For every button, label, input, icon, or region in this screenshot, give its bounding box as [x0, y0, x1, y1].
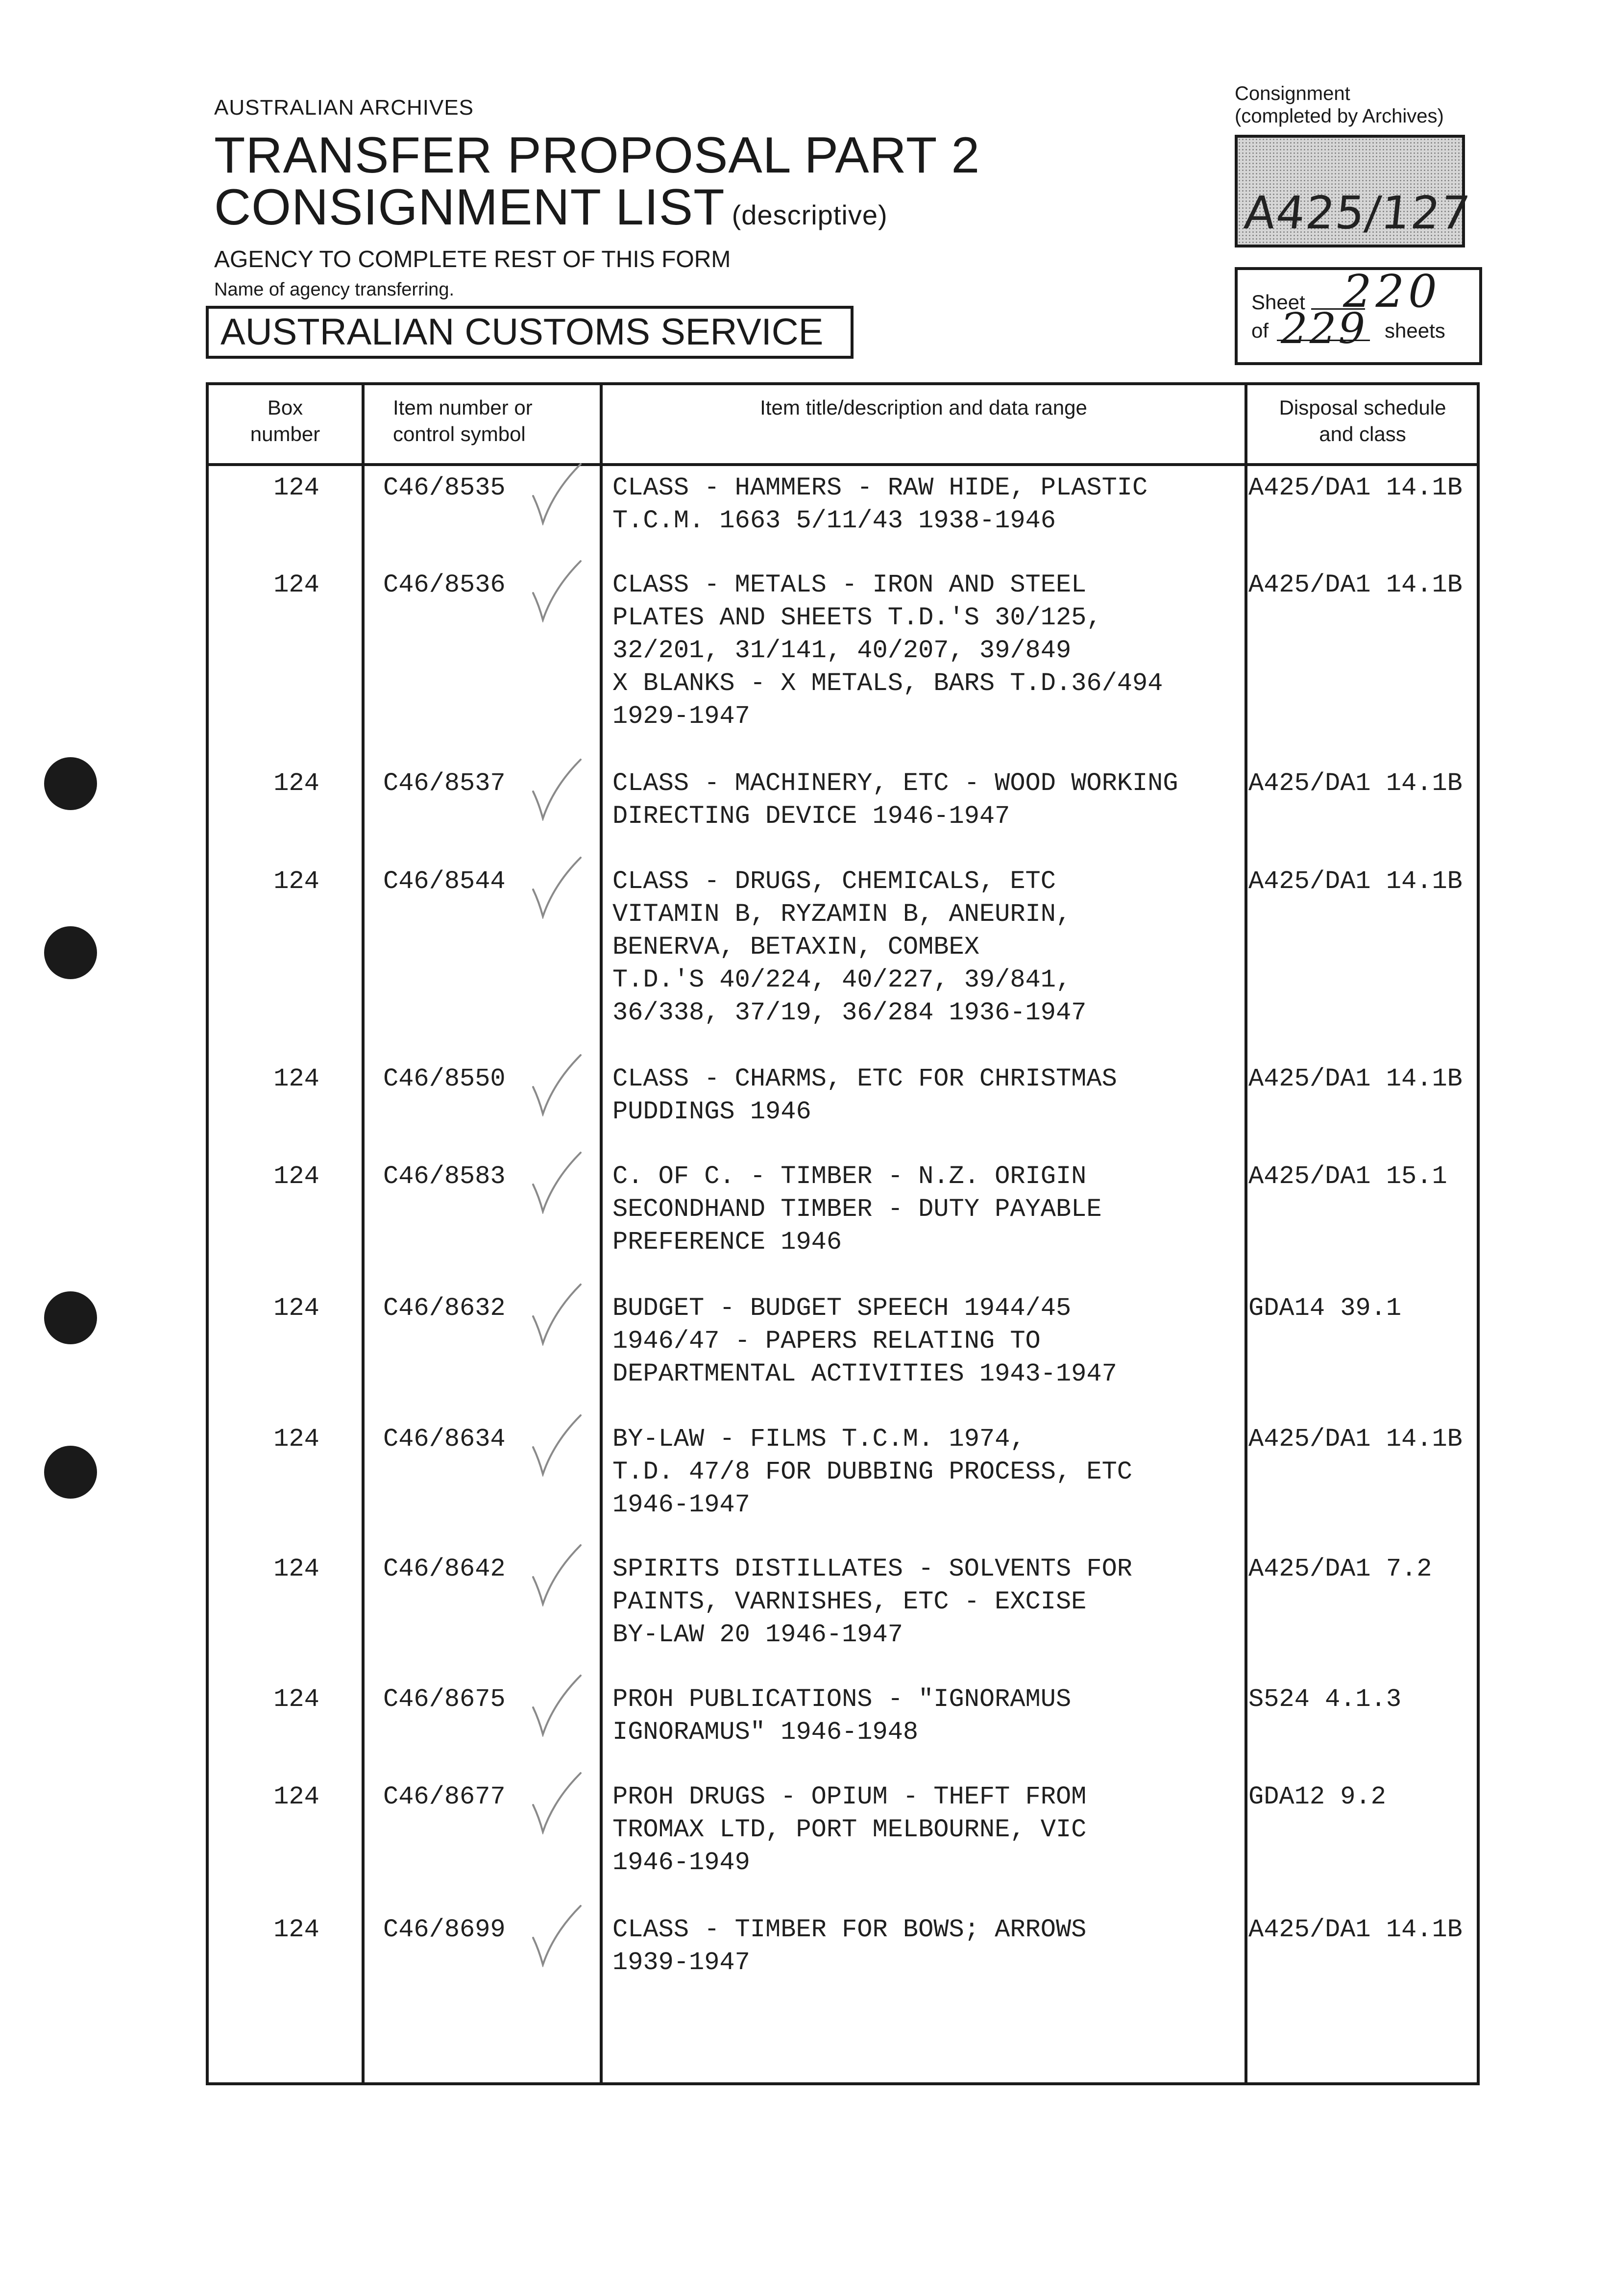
box-number-cell: 124	[273, 570, 319, 599]
checkmark-icon	[529, 1282, 583, 1346]
column-divider-box	[362, 382, 365, 2085]
description-cell: C. OF C. - TIMBER - N.Z. ORIGIN SECONDHAND TIMBER - DUTY PAYABLE PREFERENCE 1946	[612, 1162, 1102, 1257]
disposal-class-cell: GDA14 39.1	[1248, 1294, 1402, 1323]
description-cell: CLASS - DRUGS, CHEMICALS, ETC VITAMIN B, RYZAMIN B, ANEURIN, BENERVA, BETAXIN, COMBEX T.D.'S 40/224, 40/227, 39/841, 36/338, 37/19, 36/284 1936-1947	[612, 867, 1087, 1027]
sheet-counter-box	[1235, 267, 1482, 365]
box-number-cell: 124	[273, 1425, 319, 1454]
item-number-cell: C46/8536	[383, 570, 506, 599]
disposal-class-cell: A425/DA1 14.1B	[1248, 1915, 1463, 1944]
checkmark-icon	[529, 1150, 583, 1214]
checkmark-icon	[529, 462, 583, 525]
item-number-cell: C46/8634	[383, 1425, 506, 1454]
box-number-cell: 124	[273, 1555, 319, 1583]
checkmark-icon	[529, 1673, 583, 1737]
sheets-label: sheets	[1385, 319, 1445, 342]
disposal-class-cell: A425/DA1 14.1B	[1248, 473, 1463, 502]
column-header-disposal-line2: and class	[1319, 422, 1406, 445]
description-cell: CLASS - METALS - IRON AND STEEL PLATES AND SHEETS T.D.'S 30/125, 32/201, 31/141, 40/207, 39/849 X BLANKS - X METALS, BARS T.D.36/494 1929-1947	[612, 570, 1163, 731]
form-subtitle-suffix: (descriptive)	[732, 199, 888, 230]
box-number-cell: 124	[273, 1162, 319, 1191]
disposal-class-cell: A425/DA1 14.1B	[1248, 1064, 1463, 1093]
box-number-cell: 124	[273, 1294, 319, 1323]
description-cell: CLASS - MACHINERY, ETC - WOOD WORKING DIRECTING DEVICE 1946-1947	[612, 769, 1178, 831]
column-header-item-line1: Item number or	[393, 396, 533, 419]
column-header-item	[365, 395, 589, 447]
checkmark-icon	[529, 1413, 583, 1477]
column-header-item-line2: control symbol	[393, 422, 526, 445]
item-number-cell: C46/8642	[383, 1555, 506, 1583]
sheet-number[interactable]: 220	[1343, 265, 1441, 318]
description-cell: PROH DRUGS - OPIUM - THEFT FROM TROMAX LTD, PORT MELBOURNE, VIC 1946-1949	[612, 1782, 1087, 1877]
item-number-cell: C46/8583	[383, 1162, 506, 1191]
item-number-cell: C46/8632	[383, 1294, 506, 1323]
consignment-label	[1235, 82, 1444, 127]
column-header-disposal	[1247, 395, 1478, 447]
column-header-box-line2: number	[250, 422, 320, 445]
binder-hole	[44, 926, 97, 979]
column-divider-item	[600, 382, 603, 2085]
box-number-cell: 124	[273, 1685, 319, 1714]
description-cell: CLASS - CHARMS, ETC FOR CHRISTMAS PUDDINGS 1946	[612, 1064, 1117, 1126]
item-number-cell: C46/8699	[383, 1915, 506, 1944]
description-cell: SPIRITS DISTILLATES - SOLVENTS FOR PAINTS, VARNISHES, ETC - EXCISE BY-LAW 20 1946-1947	[612, 1555, 1132, 1649]
disposal-class-cell: A425/DA1 14.1B	[1248, 1425, 1463, 1454]
form-subtitle	[214, 180, 888, 242]
checkmark-icon	[529, 855, 583, 919]
binder-hole	[44, 1291, 97, 1344]
description-cell: PROH PUBLICATIONS - "IGNORAMUS IGNORAMUS" 1946-1948	[612, 1685, 1072, 1747]
item-number-cell: C46/8675	[383, 1685, 506, 1714]
sheet-total-underline	[1277, 340, 1370, 341]
disposal-class-cell: A425/DA1 7.2	[1248, 1555, 1432, 1583]
item-number-cell: C46/8550	[383, 1064, 506, 1093]
header-divider	[206, 463, 1480, 466]
box-number-cell: 124	[273, 473, 319, 502]
checkmark-icon	[529, 1903, 583, 1967]
description-cell: BUDGET - BUDGET SPEECH 1944/45 1946/47 - PAPERS RELATING TO DEPARTMENTAL ACTIVITIES 1943-1947	[612, 1294, 1117, 1388]
item-number-cell: C46/8537	[383, 769, 506, 798]
description-cell: BY-LAW - FILMS T.C.M. 1974, T.D. 47/8 FOR DUBBING PROCESS, ETC 1946-1947	[612, 1425, 1132, 1519]
checkmark-icon	[529, 1771, 583, 1834]
column-header-box	[209, 395, 362, 447]
archives-heading: AUSTRALIAN ARCHIVES	[214, 96, 474, 120]
form-subtitle-main: CONSIGNMENT LIST	[214, 179, 725, 236]
box-number-cell: 124	[273, 1064, 319, 1093]
disposal-class-cell: A425/DA1 14.1B	[1248, 867, 1463, 896]
disposal-class-cell: A425/DA1 15.1	[1248, 1162, 1447, 1191]
disposal-class-cell: A425/DA1 14.1B	[1248, 769, 1463, 798]
box-number-cell: 124	[273, 1782, 319, 1811]
checkmark-icon	[529, 559, 583, 622]
description-cell: CLASS - TIMBER FOR BOWS; ARROWS 1939-1947	[612, 1915, 1087, 1977]
box-number-cell: 124	[273, 1915, 319, 1944]
column-header-description	[603, 395, 1245, 421]
item-number-cell: C46/8544	[383, 867, 506, 896]
item-number-cell: C46/8535	[383, 473, 506, 502]
disposal-class-cell: GDA12 9.2	[1248, 1782, 1386, 1811]
box-number-cell: 124	[273, 769, 319, 798]
checkmark-icon	[529, 757, 583, 821]
column-divider-desc	[1245, 382, 1247, 2085]
box-number-cell: 124	[273, 867, 319, 896]
agency-name-label: Name of agency transferring.	[214, 279, 455, 300]
disposal-class-cell: S524 4.1.3	[1248, 1685, 1402, 1714]
binder-hole	[44, 757, 97, 810]
agency-name-field[interactable]: AUSTRALIAN CUSTOMS SERVICE	[206, 306, 854, 359]
checkmark-icon	[529, 1543, 583, 1606]
consignment-number-field[interactable]	[1235, 135, 1473, 247]
column-header-disposal-line1: Disposal schedule	[1279, 396, 1446, 419]
consignment-label-line2: (completed by Archives)	[1235, 105, 1444, 127]
binder-hole	[44, 1446, 97, 1499]
sheet-label: Sheet	[1251, 291, 1305, 314]
of-label: of	[1251, 319, 1269, 342]
consignment-label-line1: Consignment	[1235, 83, 1350, 104]
agency-instruction: AGENCY TO COMPLETE REST OF THIS FORM	[214, 247, 731, 272]
sheet-total[interactable]: 229	[1281, 304, 1367, 353]
form-title: TRANSFER PROPOSAL PART 2	[214, 127, 980, 184]
disposal-class-cell: A425/DA1 14.1B	[1248, 570, 1463, 599]
description-cell: CLASS - HAMMERS - RAW HIDE, PLASTIC T.C.M. 1663 5/11/43 1938-1946	[612, 473, 1148, 535]
item-number-cell: C46/8677	[383, 1782, 506, 1811]
column-header-box-line1: Box	[267, 396, 303, 419]
checkmark-icon	[529, 1053, 583, 1116]
consignment-number: A425/127	[1242, 187, 1473, 239]
column-header-description-line1: Item title/description and data range	[760, 396, 1087, 419]
